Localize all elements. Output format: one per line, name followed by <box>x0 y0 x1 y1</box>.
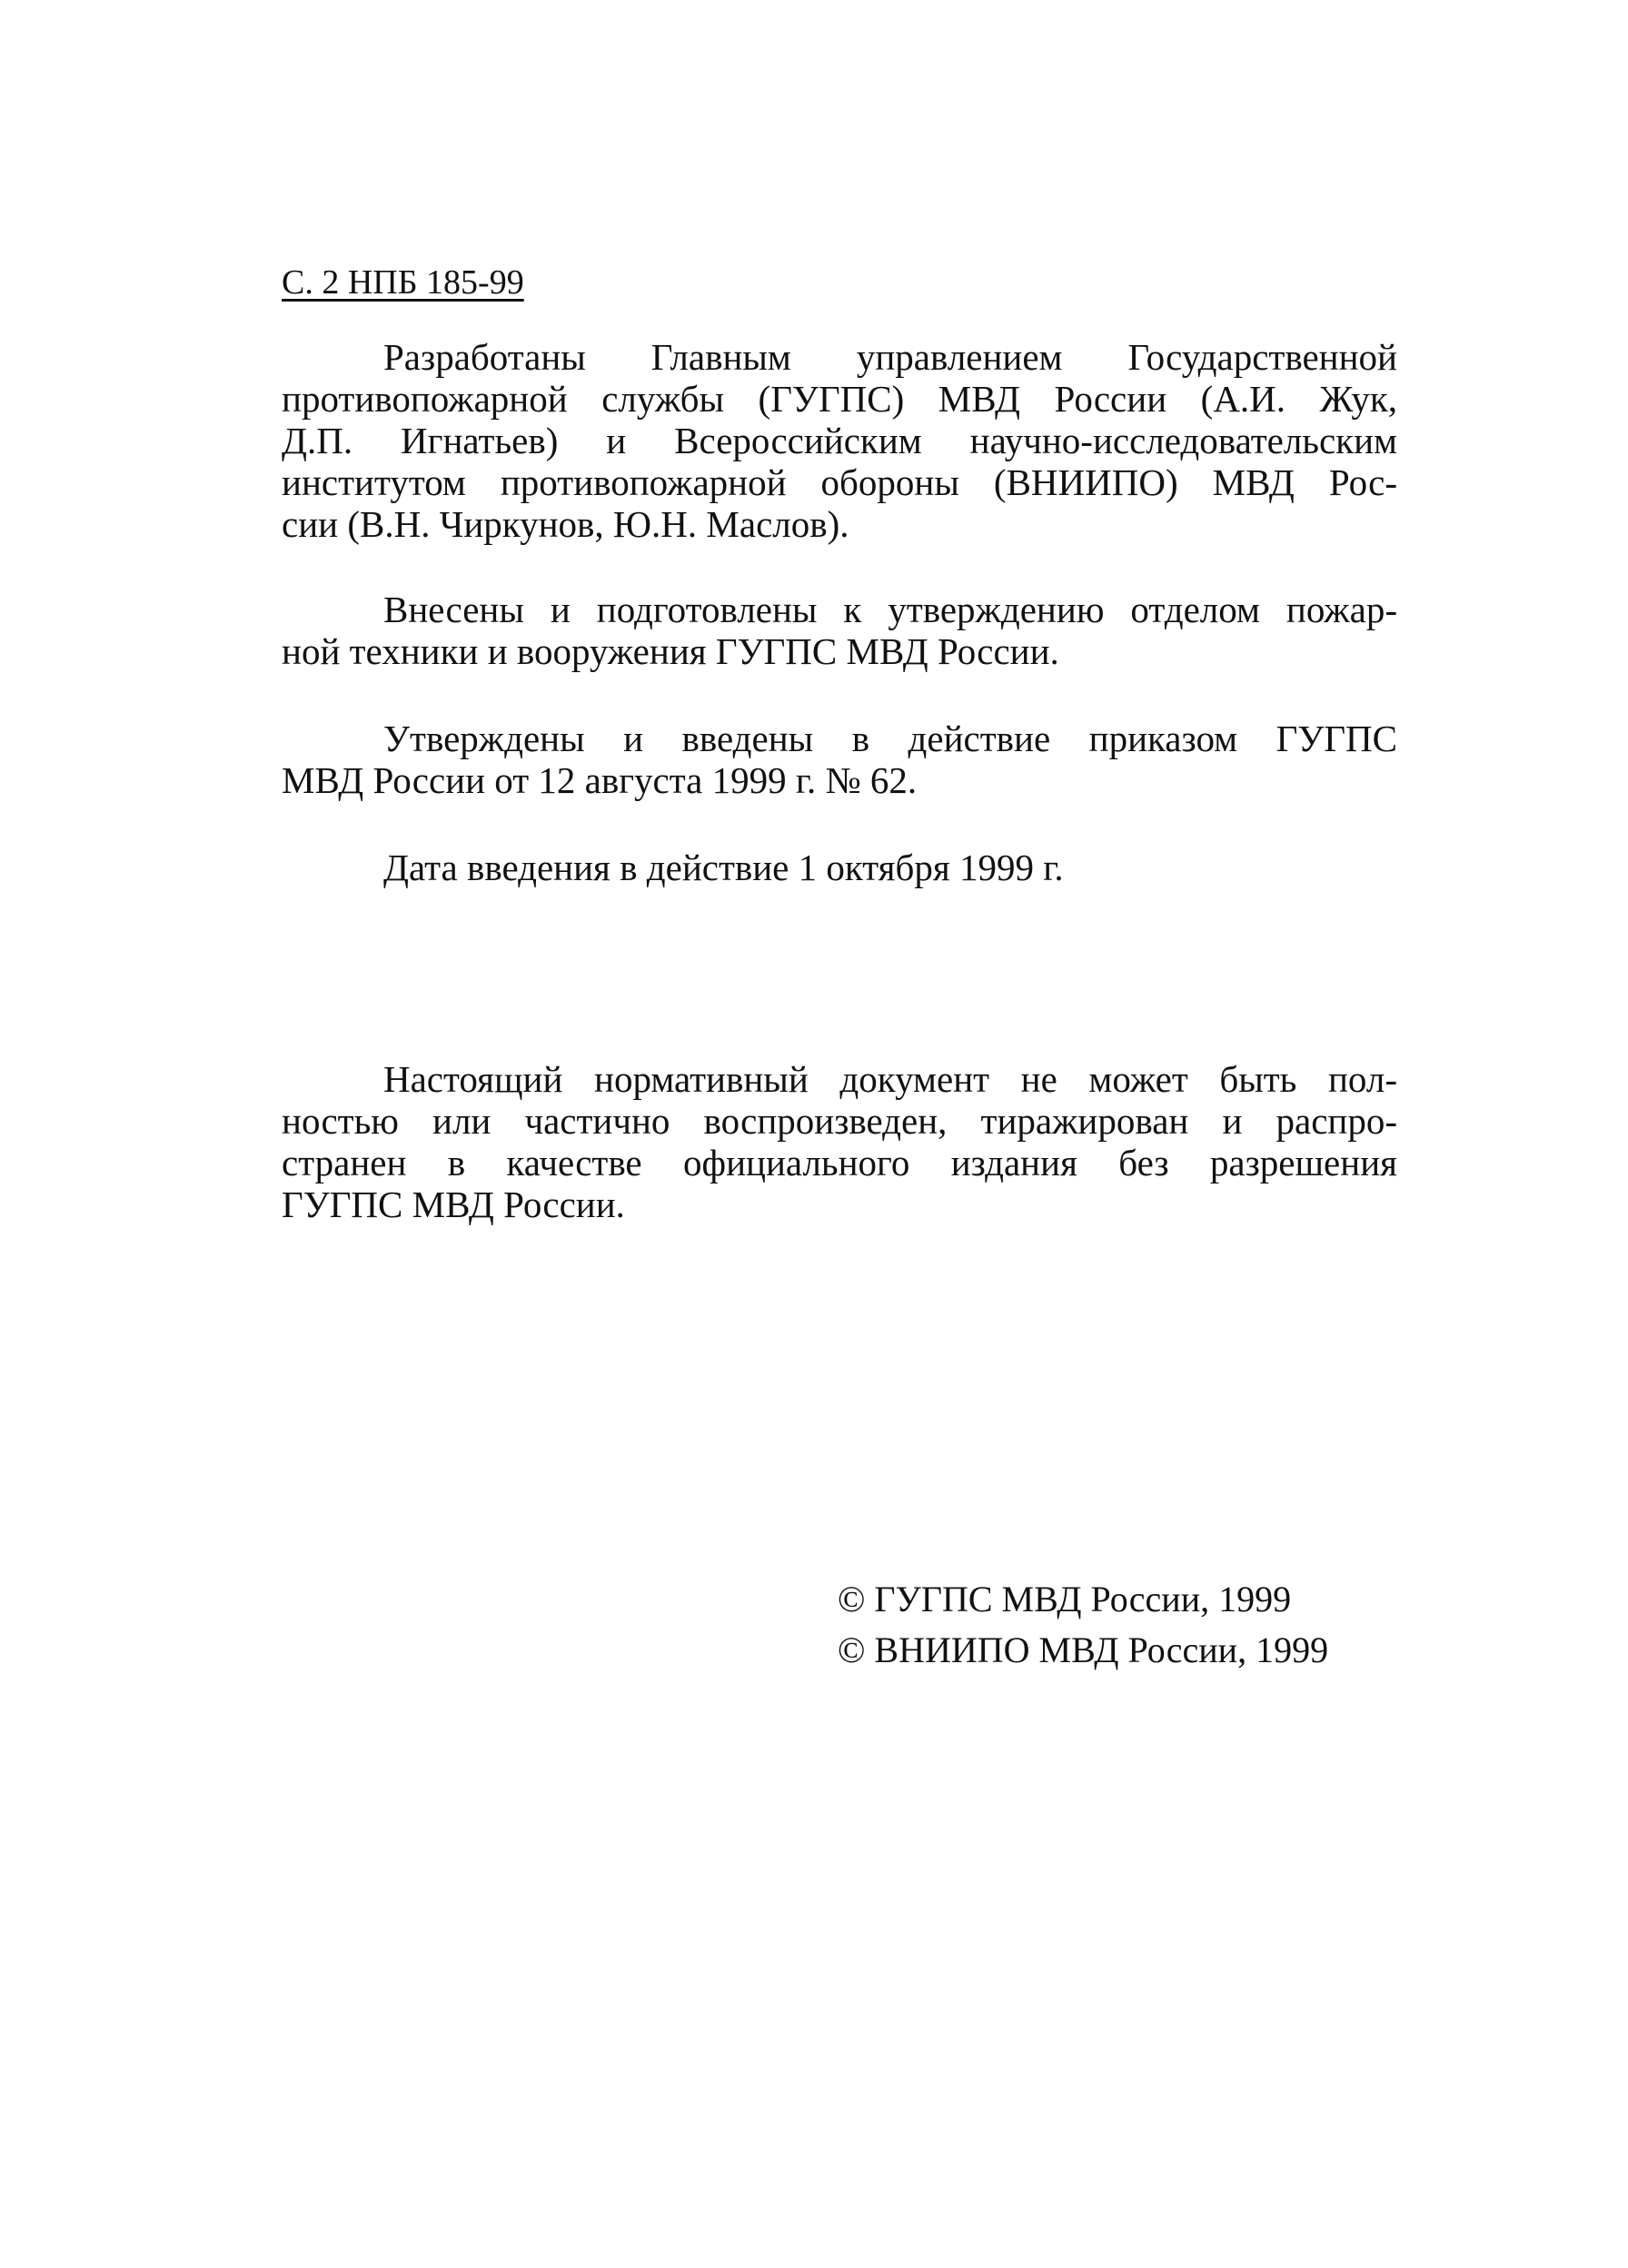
text-line: Дата введения в действие 1 октября 1999 г. <box>383 847 1064 888</box>
text-line: Внесены и подготовлены к утверждению отделом пожар- <box>383 589 1397 630</box>
text-line: ной техники и вооружения ГУГПС МВД России. <box>282 630 1059 672</box>
text-line: ГУГПС МВД России. <box>282 1184 625 1225</box>
paragraph-developers <box>282 336 1397 545</box>
text-line: сии (В.Н. Чиркунов, Ю.Н. Маслов). <box>282 503 849 545</box>
copyright-vniipo: © ВНИИПО МВД России, 1999 <box>838 1629 1329 1670</box>
text-line: Д.П. Игнатьев) и Всероссийским научно-исследовательским <box>282 420 1397 461</box>
text-line: противопожарной службы (ГУГПС) МВД России (А.И. Жук, <box>282 378 1397 420</box>
text-line: Утверждены и введены в действие приказом ГУГПС <box>383 718 1397 759</box>
text-line: МВД России от 12 августа 1999 г. № 62. <box>282 759 918 801</box>
text-line: Настоящий нормативный документ не может быть пол- <box>383 1058 1397 1100</box>
paragraph-effective-date <box>282 847 1397 888</box>
text-line: ностью или частично воспроизведен, тиражирован и распро- <box>282 1100 1397 1142</box>
copyright-gugps: © ГУГПС МВД России, 1999 <box>838 1579 1292 1619</box>
text-line: институтом противопожарной обороны (ВНИИПО) МВД Рос- <box>282 461 1397 503</box>
paragraph-approved <box>282 718 1397 801</box>
text-line: Разработаны Главным управлением Государственной <box>383 336 1397 378</box>
paragraph-submitted <box>282 589 1397 672</box>
paragraph-reproduction-notice <box>282 1058 1397 1225</box>
page-header: С. 2 НПБ 185-99 <box>282 263 524 302</box>
text-line: странен в качестве официального издания без разрешения <box>282 1142 1397 1184</box>
